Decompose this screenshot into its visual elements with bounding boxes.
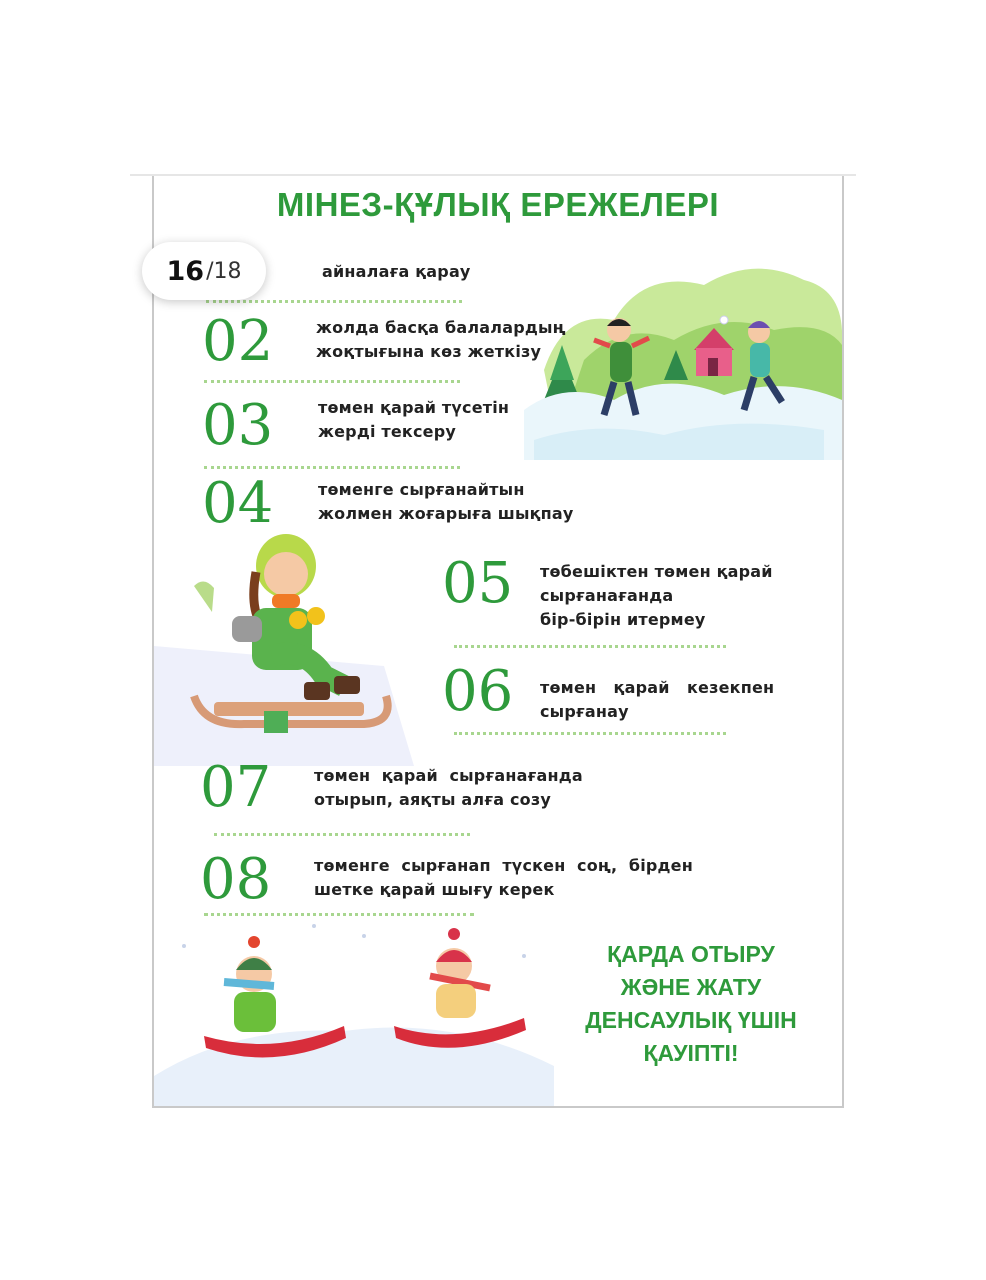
page-counter-badge (142, 242, 266, 300)
rule-05-text: төбешіктен төмен қарай сырғанағанда бір-бірін итермеу (540, 562, 773, 629)
rule-number-04: 04 (202, 471, 274, 536)
rule-03-text: төмен қарай түсетін жерді тексеру (318, 398, 510, 441)
total-pages-number: 18 (213, 258, 242, 284)
rule-number-03: 03 (202, 393, 274, 458)
separator (204, 380, 460, 383)
separator (454, 645, 726, 648)
page-separator: / (206, 258, 214, 284)
rule-08-text: төменге сырғанап түскен соң, бірден шетке қарай шығу керек (314, 856, 693, 899)
safety-warning: ҚАРДА ОТЫРУ ЖӘНЕ ЖАТУ ДЕНСАУЛЫҚ ҮШІН ҚАУІПТІ! (585, 941, 797, 1066)
rule-number-07: 07 (200, 755, 272, 820)
girl-on-sled-illustration (154, 516, 454, 766)
rule-number-08: 08 (200, 847, 272, 912)
current-page-number: 16 (166, 255, 205, 287)
snowball-fight-illustration (524, 250, 844, 460)
separator (204, 466, 460, 469)
rule-02-text: жолда басқа балалардың жоқтығына көз жеткізу (316, 318, 566, 361)
rule-number-06: 06 (442, 659, 514, 724)
kids-on-sleds-illustration (154, 906, 564, 1106)
separator (214, 833, 470, 836)
rule-number-05: 05 (442, 551, 514, 616)
separator (204, 913, 474, 916)
document-page (152, 176, 844, 1108)
rule-04-text: төменге сырғанайтын жолмен жоғарыға шықпау (318, 480, 574, 523)
rule-number-02: 02 (202, 309, 274, 374)
separator (206, 300, 462, 303)
page-title: МІНЕЗ-ҚҰЛЫҚ ЕРЕЖЕЛЕРІ (276, 186, 720, 223)
rule-07-text: төмен қарай сырғанағанда отырып, аяқты алға созу (314, 766, 583, 809)
rule-01-text: айналаға қарау (322, 262, 471, 281)
rule-06-text: төмен қарай кезекпен сырғанау (540, 678, 775, 721)
separator (454, 732, 726, 735)
